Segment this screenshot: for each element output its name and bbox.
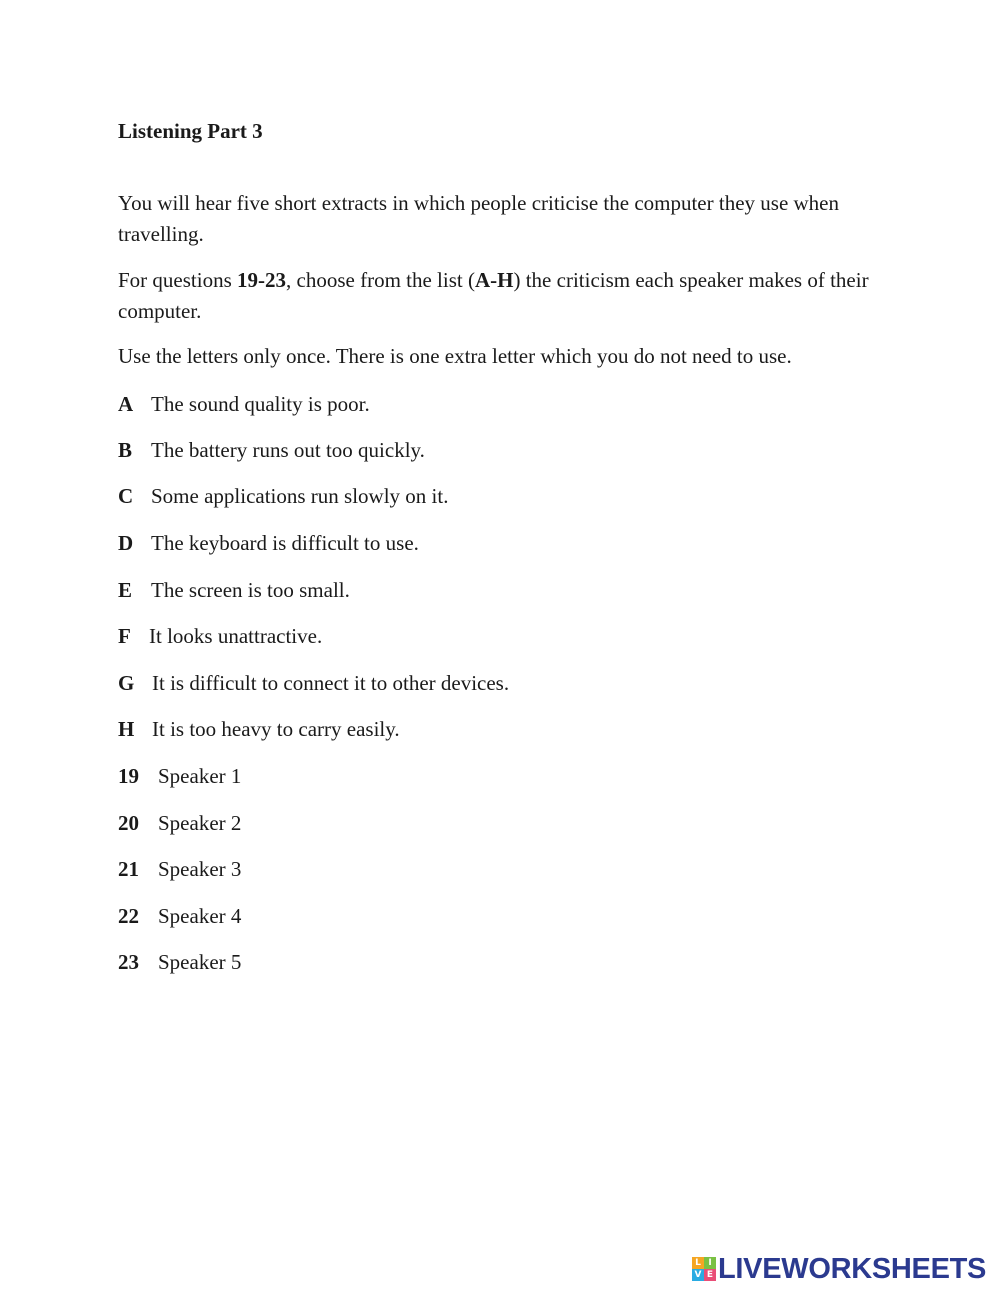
instruction-middle: , choose from the list ( — [286, 268, 475, 292]
option-b — [118, 436, 425, 464]
option-text: It is too heavy to carry easily. — [152, 717, 400, 741]
letters-range: A-H — [474, 268, 514, 292]
logo-mark-v: V — [692, 1269, 704, 1281]
question-19 — [118, 762, 241, 790]
option-text: It is difficult to connect it to other devices. — [152, 671, 510, 695]
option-h — [118, 715, 400, 743]
question-text: Speaker 5 — [158, 950, 242, 974]
option-letter: F — [118, 624, 131, 648]
option-e — [118, 576, 350, 604]
page-title: Listening Part 3 — [118, 119, 263, 143]
question-21 — [118, 855, 241, 883]
instruction-suffix: ) the criticism each speaker makes of their computer. — [118, 268, 869, 323]
option-c — [118, 482, 448, 510]
intro-paragraph: You will hear five short extracts in which people criticise the computer they use when travelling. — [118, 191, 840, 246]
question-number: 19 — [118, 764, 139, 788]
logo-mark-l: L — [692, 1257, 704, 1269]
question-text: Speaker 1 — [158, 764, 242, 788]
question-number: 21 — [118, 857, 139, 881]
option-text: The sound quality is poor. — [151, 392, 370, 416]
option-text: Some applications run slowly on it. — [151, 484, 449, 508]
note-paragraph: Use the letters only once. There is one extra letter which you do not need to use. — [118, 344, 792, 368]
question-22 — [118, 902, 241, 930]
option-letter: C — [118, 484, 134, 508]
instruction-paragraph — [118, 265, 878, 327]
option-letter: E — [118, 578, 133, 602]
question-number: 22 — [118, 904, 139, 928]
option-text: The screen is too small. — [151, 578, 350, 602]
option-letter: G — [118, 671, 135, 695]
option-d — [118, 529, 419, 557]
option-letter: H — [118, 717, 135, 741]
option-f — [118, 622, 322, 650]
option-g — [118, 669, 509, 697]
liveworksheets-logo-mark — [692, 1257, 716, 1281]
questions-range: 19-23 — [237, 268, 287, 292]
logo-mark-i: I — [704, 1257, 716, 1269]
option-letter: D — [118, 531, 134, 555]
option-text: It looks unattractive. — [149, 624, 323, 648]
option-text: The battery runs out too quickly. — [151, 438, 425, 462]
option-text: The keyboard is difficult to use. — [151, 531, 419, 555]
question-text: Speaker 4 — [158, 904, 242, 928]
option-letter: A — [118, 392, 134, 416]
liveworksheets-logo[interactable] — [692, 1254, 986, 1284]
option-letter: B — [118, 438, 133, 462]
question-text: Speaker 3 — [158, 857, 242, 881]
logo-text: LIVEWORKSHEETS — [718, 1253, 987, 1285]
instruction-prefix: For questions — [118, 268, 238, 292]
option-a — [118, 390, 370, 418]
question-text: Speaker 2 — [158, 811, 242, 835]
question-number: 20 — [118, 811, 139, 835]
question-23 — [118, 948, 241, 976]
question-20 — [118, 809, 241, 837]
logo-mark-e: E — [704, 1269, 716, 1281]
question-number: 23 — [118, 950, 139, 974]
